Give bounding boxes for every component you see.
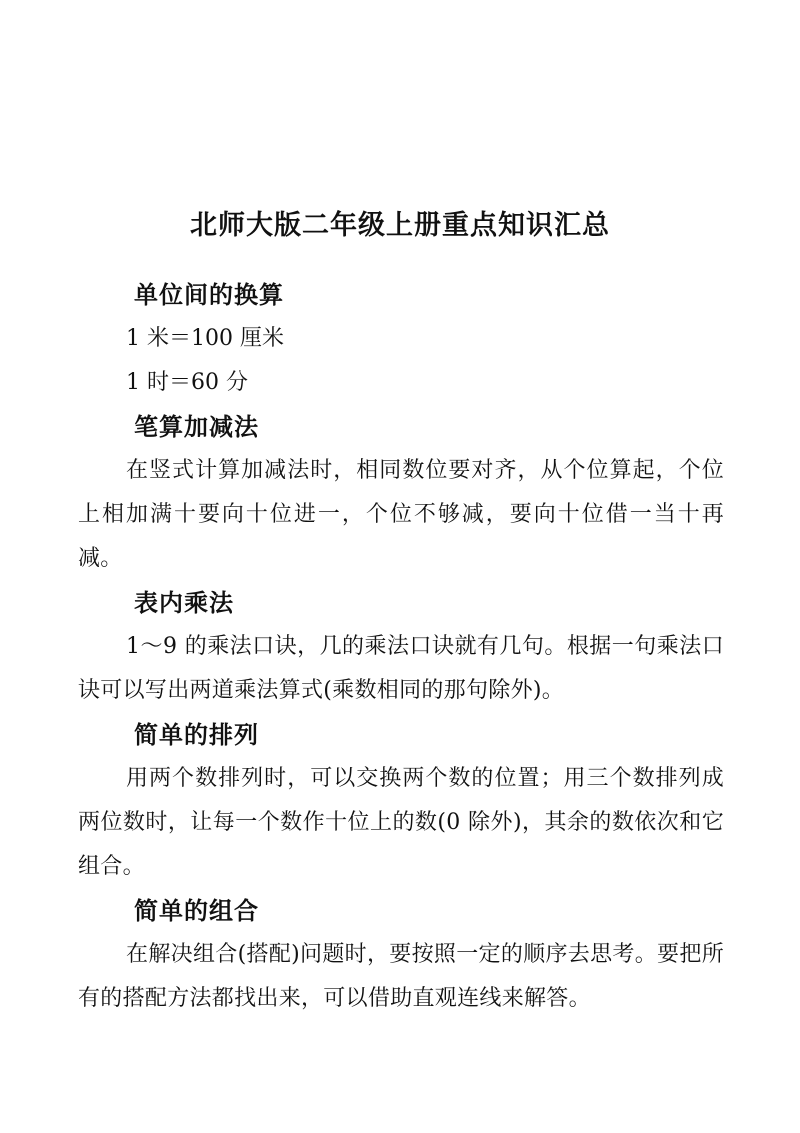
conversion-line: 1 米＝100 厘米 — [126, 326, 284, 351]
section-paragraph: 在解决组合(搭配)问题时，要按照一定的顺序去思考。要把所有的搭配方法都找出来，可以借助直观连线来解答。 — [78, 942, 724, 1011]
section-paragraph: 用两个数排列时，可以交换两个数的位置；用三个数排列成两位数时，让每一个数作十位上的数(0 除外)，其余的数依次和它组合。 — [78, 766, 724, 879]
section-written-add-subtract — [78, 405, 724, 581]
section-multiplication-table — [78, 581, 724, 713]
section-paragraph: 在竖式计算加减法时，相同数位要对齐，从个位算起，个位上相加满十要向十位进一，个位不够减，要向十位借一当十再减。 — [78, 458, 724, 571]
section-simple-combination — [78, 889, 724, 1021]
section-heading: 表内乘法 — [134, 589, 234, 617]
page-title: 北师大版二年级上册重点知识汇总 — [190, 210, 610, 241]
section-unit-conversion — [78, 273, 724, 405]
section-heading: 单位间的换算 — [134, 281, 284, 309]
section-simple-permutation — [78, 713, 724, 889]
document-body — [78, 273, 724, 1021]
section-paragraph: 1～9 的乘法口诀，几的乘法口诀就有几句。根据一句乘法口诀可以写出两道乘法算式(乘数相同的那句除外)。 — [78, 634, 724, 703]
section-heading: 简单的排列 — [134, 721, 259, 749]
section-heading: 笔算加减法 — [134, 413, 259, 441]
section-heading: 简单的组合 — [134, 897, 259, 925]
conversion-line: 1 时＝60 分 — [126, 370, 248, 395]
